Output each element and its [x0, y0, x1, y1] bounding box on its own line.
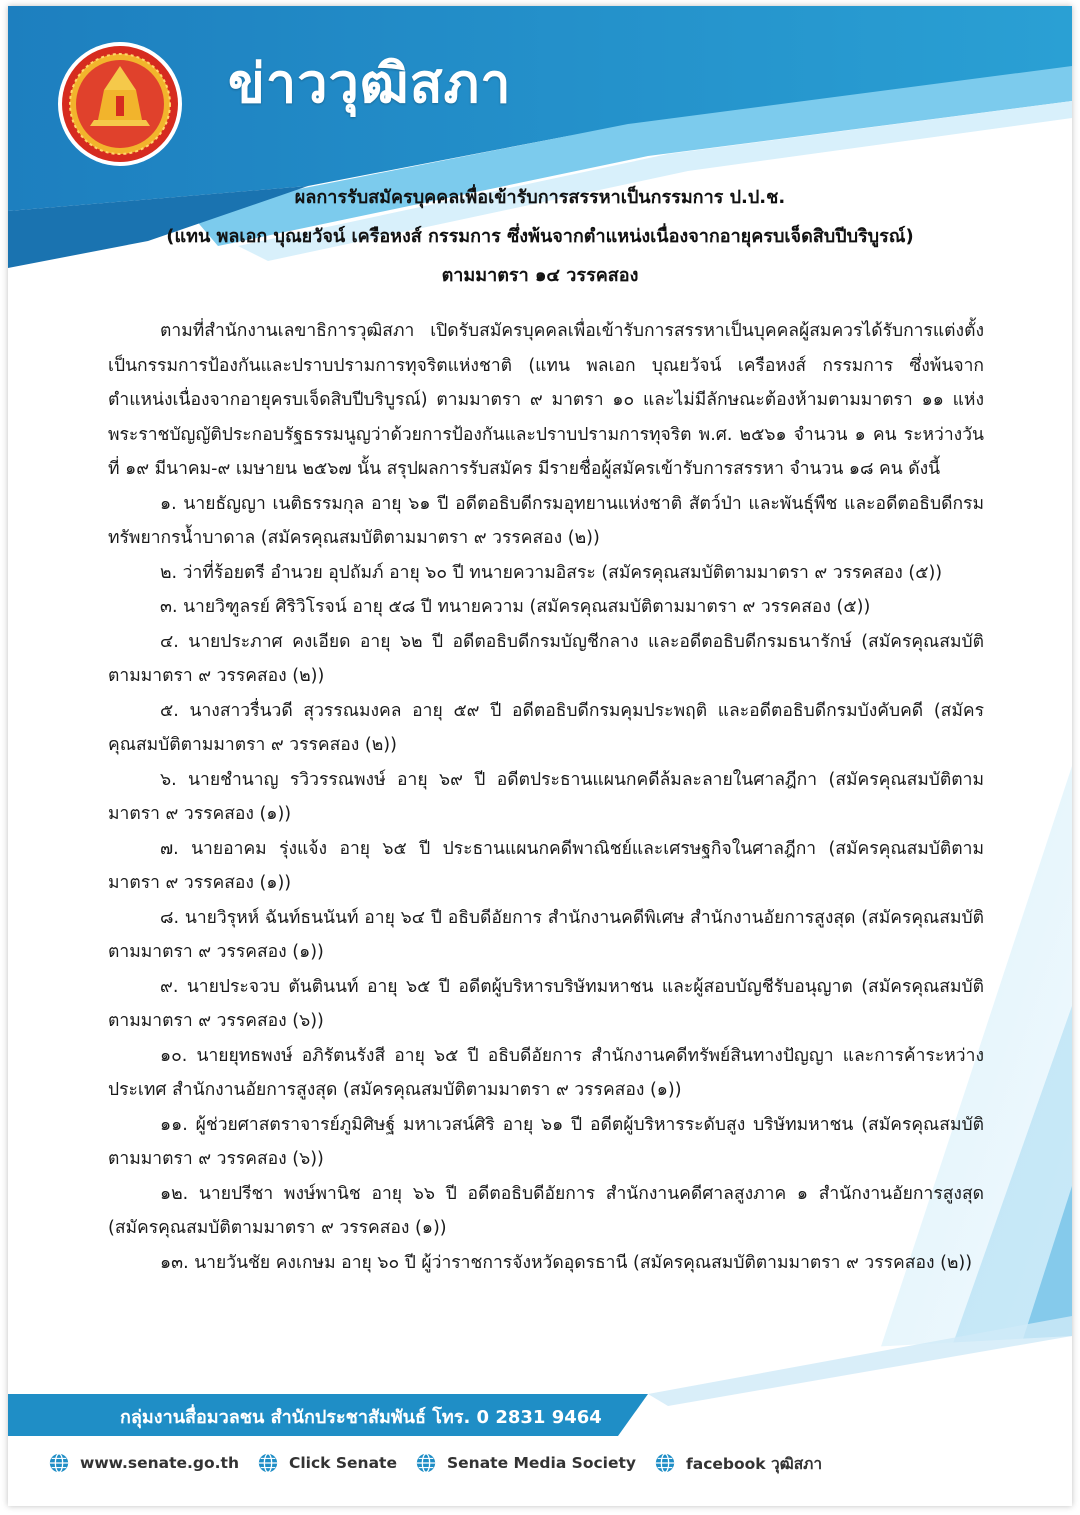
brand-title: ข่าววุฒิสภา	[228, 52, 512, 115]
list-item: ๑๐. นายยุทธพงษ์ อภิรัตนรังสี อายุ ๖๕ ปี อธิบดีอัยการ สำนักงานคดีทรัพย์สินทางปัญญา และการค้าระหว่างประเทศ สำนักงานอัยการสูงสุด (สมัครคุณสมบัติตามมาตรา ๙ วรรคสอง (๑))	[108, 1045, 984, 1100]
link-click-senate[interactable]	[257, 1452, 397, 1474]
list-item: ๕. นางสาวรื่นวดี สุวรรณมงคล อายุ ๕๙ ปี อดีตอธิบดีกรมคุมประพฤติ และอดีตอธิบดีกรมบังคับคดี (สมัครคุณสมบัติตามมาตรา ๙ วรรคสอง (๒))	[108, 700, 984, 755]
list-item: ๑๓. นายวันชัย คงเกษม อายุ ๖๐ ปี ผู้ว่าราชการจังหวัดอุดรธานี (สมัครคุณสมบัติตามมาตรา ๙ วรรคสอง (๒))	[160, 1252, 973, 1273]
globe-icon	[415, 1452, 437, 1474]
list-item: ๙. นายประจวบ ตันตินนท์ อายุ ๖๕ ปี อดีตผู้บริหารบริษัทมหาชน และผู้สอบบัญชีรับอนุญาต (สมัครคุณสมบัติตามมาตรา ๙ วรรคสอง (๖))	[108, 976, 984, 1031]
heading-line-3: ตามมาตรา ๑๔ วรรคสอง	[441, 265, 639, 286]
document-body	[108, 314, 984, 1280]
document-heading	[8, 178, 1072, 295]
link-label: Senate Media Society	[446, 1454, 637, 1472]
link-facebook[interactable]	[654, 1451, 822, 1476]
list-item: ๔. นายประภาศ คงเอียด อายุ ๖๒ ปี อดีตอธิบดีกรมบัญชีกลาง และอดีตอธิบดีกรมธนารักษ์ (สมัครคุณสมบัติตามมาตรา ๙ วรรคสอง (๒))	[108, 631, 984, 686]
link-senate-media-society[interactable]	[415, 1452, 636, 1474]
intro-paragraph: ตามที่สำนักงานเลขาธิการวุฒิสภา เปิดรับสมัครบุคคลเพื่อเข้ารับการสรรหาเป็นบุคคลผู้สมควรได้รับการแต่งตั้งเป็นกรรมการป้องกันและปราบปรามการทุจริตแห่งชาติ (แทน พลเอก บุณยวัจน์ เครือหงส์ กรรมการ ซึ่งพ้นจากตำแหน่งเนื่องจากอายุครบเจ็ดสิบปีบริบูรณ์) ตามมาตรา ๙ มาตรา ๑๐ และไม่มีลักษณะต้องห้ามตามมาตรา ๑๑ แห่งพระราชบัญญัติประกอบรัฐธรรมนูญว่าด้วยการป้องกันและปราบปรามการทุจริต พ.ศ. ๒๕๖๑ จำนวน ๑ คน ระหว่างวันที่ ๑๙ มีนาคม-๙ เมษายน ๒๕๖๗ นั้น สรุปผลการรับสมัคร มีรายชื่อผู้สมัครเข้ารับการสรรหา จำนวน ๑๘ คน ดังนี้	[108, 321, 984, 479]
list-item: ๒. ว่าที่ร้อยตรี อำนวย อุปถัมภ์ อายุ ๖๐ ปี ทนายความอิสระ (สมัครคุณสมบัติตามมาตรา ๙ วรรคสอง (๕))	[160, 562, 943, 583]
footer-links	[48, 1448, 840, 1478]
list-item: ๑. นายธัญญา เนติธรรมกุล อายุ ๖๑ ปี อดีตอธิบดีกรมอุทยานแห่งชาติ สัตว์ป่า และพันธุ์พืช และอดีตอธิบดีกรมทรัพยากรน้ำบาดาล (สมัครคุณสมบัติตามมาตรา ๙ วรรคสอง (๒))	[108, 493, 984, 548]
link-label: Click Senate	[288, 1454, 397, 1472]
senate-seal-icon	[56, 40, 184, 168]
globe-icon	[654, 1452, 676, 1474]
list-item: ๖. นายชำนาญ รวิวรรณพงษ์ อายุ ๖๙ ปี อดีตประธานแผนกคดีล้มละลายในศาลฎีกา (สมัครคุณสมบัติตามมาตรา ๙ วรรคสอง (๑))	[108, 769, 984, 824]
link-label: www.senate.go.th	[80, 1454, 239, 1472]
list-item: ๑๑. ผู้ช่วยศาสตราจารย์ภูมิศิษฐ์ มหาเวสน์ศิริ อายุ ๖๑ ปี อดีตผู้บริหารระดับสูง บริษัทมหาชน (สมัครคุณสมบัติตามมาตรา ๙ วรรคสอง (๖))	[108, 1114, 984, 1169]
list-item: ๘. นายวิรุหห์ ฉันท์ธนนันท์ อายุ ๖๔ ปี อธิบดีอัยการ สำนักงานคดีพิเศษ สำนักงานอัยการสูงสุด (สมัครคุณสมบัติตามมาตรา ๙ วรรคสอง (๑))	[108, 907, 984, 962]
globe-icon	[257, 1452, 279, 1474]
list-item: ๓. นายวิฑูลรย์ ศิริวิโรจน์ อายุ ๕๘ ปี ทนายความ (สมัครคุณสมบัติตามมาตรา ๙ วรรคสอง (๕))	[160, 597, 871, 617]
globe-icon	[48, 1452, 70, 1474]
list-item: ๗. นายอาคม รุ่งแจ้ง อายุ ๖๕ ปี ประธานแผนกคดีพาณิชย์และเศรษฐกิจในศาลฎีกา (สมัครคุณสมบัติตามมาตรา ๙ วรรคสอง (๑))	[108, 838, 984, 893]
heading-line-1: ผลการรับสมัครบุคคลเพื่อเข้ารับการสรรหาเป็นกรรมการ ป.ป.ช.	[294, 187, 786, 208]
link-website[interactable]	[48, 1452, 239, 1474]
list-item: ๑๒. นายปรีชา พงษ์พานิช อายุ ๖๖ ปี อดีตอธิบดีอัยการ สำนักงานคดีศาลสูงภาค ๑ สำนักงานอัยการสูงสุด (สมัครคุณสมบัติตามมาตรา ๙ วรรคสอง (๑))	[108, 1183, 984, 1238]
link-label: facebook วุฒิสภา	[686, 1454, 823, 1473]
news-page	[8, 6, 1072, 1506]
footer-contact: กลุ่มงานสื่อมวลชน สำนักประชาสัมพันธ์ โทร. 0 2831 9464	[120, 1407, 602, 1428]
heading-line-2: (แทน พลเอก บุณยวัจน์ เครือหงส์ กรรมการ ซึ่งพ้นจากตำแหน่งเนื่องจากอายุครบเจ็ดสิบปีบริบูรณ์)	[166, 226, 914, 247]
